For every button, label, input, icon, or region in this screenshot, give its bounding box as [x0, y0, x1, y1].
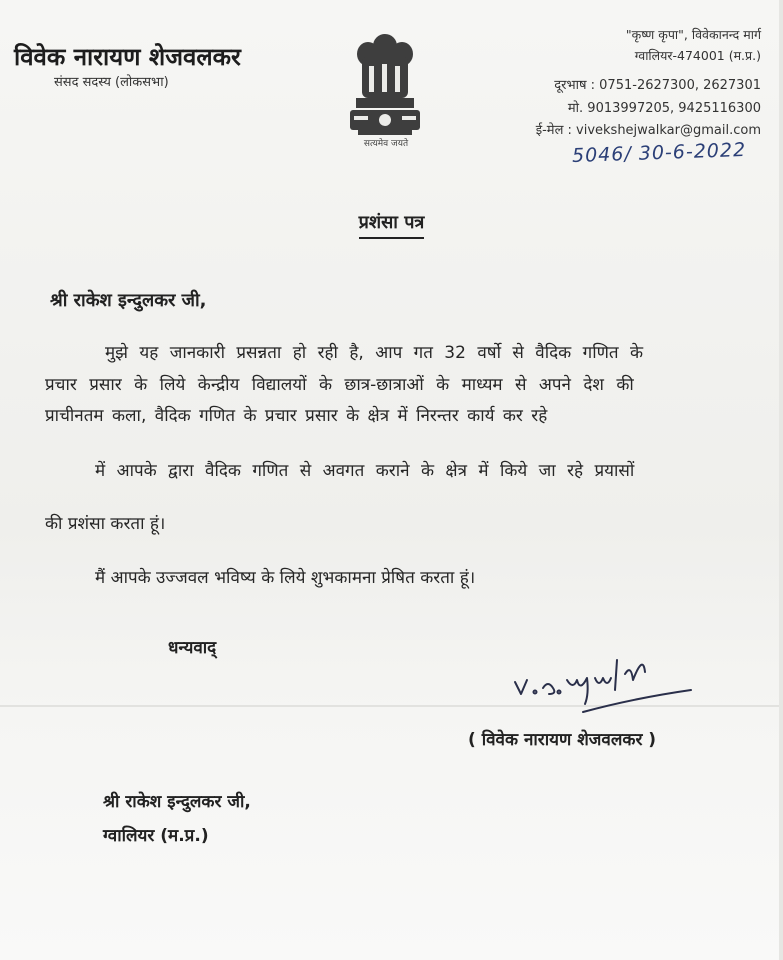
letter-subject — [0, 210, 783, 239]
signatory-name: ( विवेक नारायण शेजवलकर ) — [468, 730, 657, 750]
emblem-motto: सत्यमेव जयते — [363, 139, 409, 149]
body-line: प्रचार प्रसार के लिये केन्द्रीय विद्यालयों के छात्र-छात्राओं के माध्यम से अपने देश की — [45, 375, 634, 395]
body-line: मुझे यह जानकारी प्रसन्नता हो रही है, आप गत 32 वर्षो से वैदिक गणित के — [105, 343, 644, 363]
sender-title: संसद सदस्य (लोकसभा) — [54, 75, 169, 90]
handwritten-signature — [505, 640, 705, 720]
address-line-1: "कृष्ण कृपा", विवेकानन्द मार्ग — [625, 27, 761, 42]
email-address: ई-मेल : vivekshejwalkar@gmail.com — [535, 123, 761, 138]
mobile-number: मो. 9013997205, 9425116300 — [567, 101, 761, 116]
sender-name: विवेक नारायण शेजवलकर — [14, 43, 241, 71]
body-line: मैं आपके उज्जवल भविष्य के लिये शुभकामना प्रेषित करता हूं। — [95, 568, 476, 588]
recipient-city: ग्वालियर (म.प्र.) — [103, 826, 209, 846]
body-line: की प्रशंसा करता हूं। — [45, 514, 166, 534]
salutation: श्री राकेश इन्दुलकर जी, — [50, 290, 207, 311]
recipient-name: श्री राकेश इन्दुलकर जी, — [103, 792, 251, 812]
body-line: में आपके द्वारा वैदिक गणित से अवगत कराने के क्षेत्र में किये जा रहे प्रयासों — [95, 461, 635, 481]
body-line: प्राचीनतम कला, वैदिक गणित के प्रचार प्रसार के क्षेत्र में निरन्तर कार्य कर रहे — [45, 406, 548, 426]
paper-edge — [779, 0, 783, 960]
closing-thanks: धन्यवाद् — [168, 638, 217, 658]
reference-number: 5046/ 30-6-2022 — [571, 138, 747, 168]
subject-text: प्रशंसा पत्र — [359, 210, 425, 239]
address-line-2: ग्वालियर-474001 (म.प्र.) — [634, 48, 761, 63]
phone-number: दूरभाष : 0751-2627300, 2627301 — [554, 78, 761, 93]
